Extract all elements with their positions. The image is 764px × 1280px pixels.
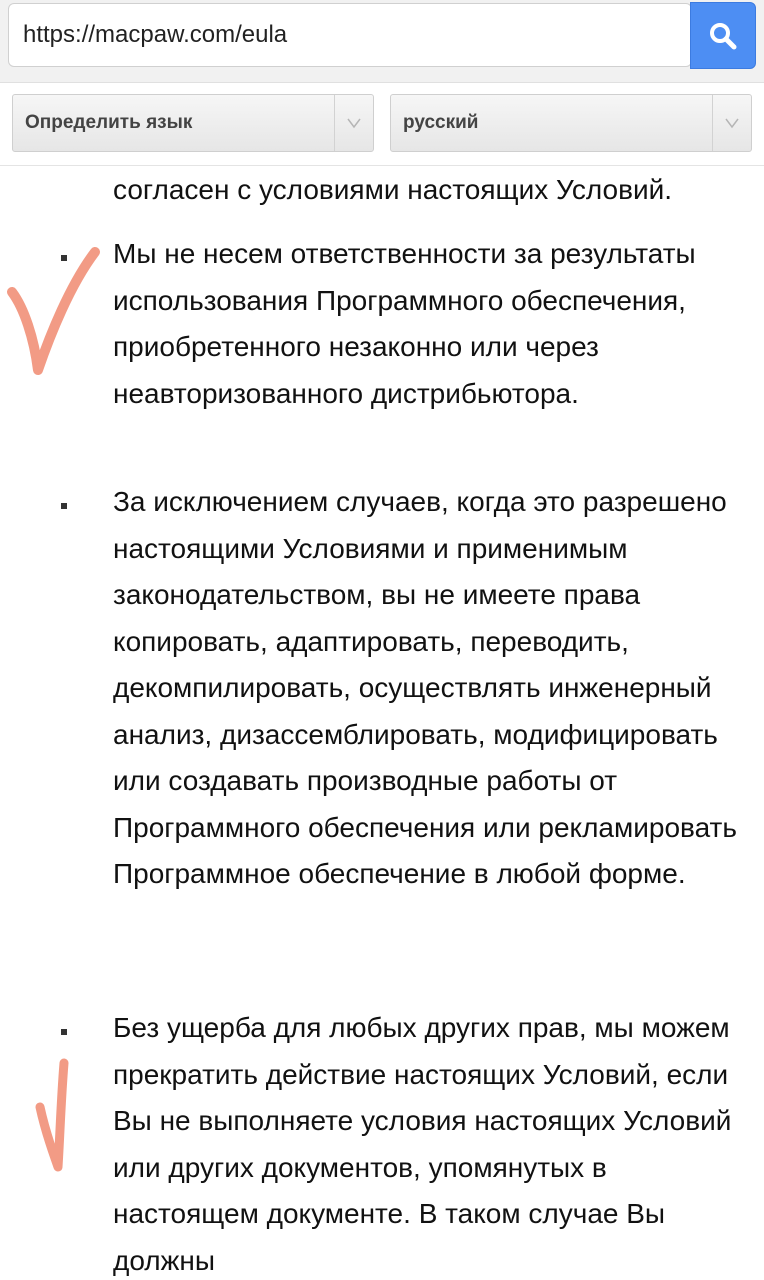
chevron-down-icon	[712, 95, 751, 151]
list-item: Мы не несем ответственности за результаты использования Программного обеспечения, приобретенного незаконно или через неавторизованного дистрибьютора.	[113, 238, 696, 409]
source-language-select[interactable]	[12, 94, 374, 152]
list-item: Без ущерба для любых других прав, мы можем прекратить действие настоящих Условий, если Вы не выполняете условия настоящих Условий или других документов, упомянутых в настоящем документе. В таком случае Вы должны	[113, 1012, 732, 1276]
target-language-select[interactable]	[390, 94, 752, 152]
translate-bar	[0, 83, 764, 166]
search-button[interactable]	[690, 2, 756, 69]
bullet-marker	[61, 503, 67, 509]
target-language-label: русский	[403, 112, 479, 133]
address-bar	[0, 0, 764, 83]
list-item: За исключением случаев, когда это разрешено настоящими Условиями и применимым законодательством, вы не имеете права копировать, адаптировать, переводить, декомпилировать, осуществлять инженерный анализ, дизассемблировать, модифицировать или создавать производные работы от Программного обеспечения или рекламировать Программное обеспечение в любой форме.	[113, 486, 737, 889]
search-icon	[708, 21, 738, 51]
url-input[interactable]	[8, 3, 692, 67]
chevron-down-icon	[334, 95, 373, 151]
bullet-marker	[61, 1029, 67, 1035]
source-language-label: Определить язык	[25, 112, 193, 133]
bullet-marker	[61, 255, 67, 261]
page-content	[0, 166, 764, 1280]
continued-text: согласен с условиями настоящих Условий.	[113, 174, 673, 205]
